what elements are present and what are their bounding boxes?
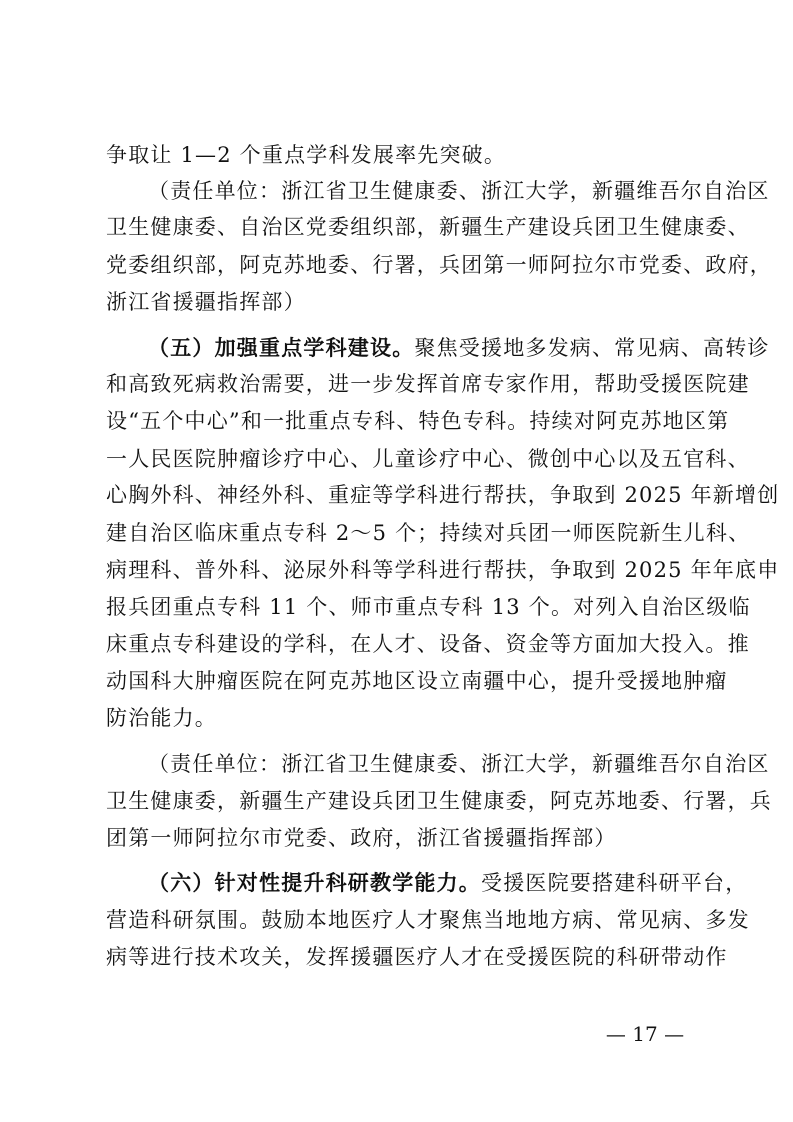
- text-line: 病理科、普外科、泌尿外科等学科进行帮扶，争取到 2025 年年底申: [106, 558, 780, 582]
- section-heading-6: （六）针对性提升科研教学能力。: [148, 871, 481, 895]
- text-line: 报兵团重点专科 11 个、师市重点专科 13 个。对列入自治区级临: [106, 595, 751, 619]
- text-span: 受援医院要搭建科研平台，: [481, 871, 748, 895]
- text-line: 床重点专科建设的学科，在人才、设备、资金等方面加大投入。推: [106, 632, 750, 656]
- text-line: 动国科大肿瘤医院在阿克苏地区设立南疆中心，提升受援地肿瘤: [106, 669, 728, 693]
- text-line: 争取让 1—2 个重点学科发展率先突破。: [106, 143, 507, 167]
- text-line: 卫生健康委、自治区党委组织部，新疆生产建设兵团卫生健康委、: [106, 215, 750, 239]
- text-line: 浙江省援疆指挥部）: [106, 290, 306, 314]
- section-heading-line: [148, 333, 770, 363]
- text-line: 防治能力。: [106, 706, 217, 730]
- text-line: 党委组织部，阿克苏地委、行署，兵团第一师阿拉尔市党委、政府，: [106, 253, 772, 277]
- page-number: — 17 —: [605, 1022, 685, 1046]
- text-line: 营造科研氛围。鼓励本地医疗人才聚焦当地地方病、常见病、多发: [106, 908, 750, 932]
- text-line: （责任单位：浙江省卫生健康委、浙江大学，新疆维吾尔自治区: [148, 179, 770, 203]
- text-line: 建自治区临床重点专科 2～5 个；持续对兵团一师医院新生儿科、: [106, 521, 751, 545]
- text-line: 卫生健康委，新疆生产建设兵团卫生健康委，阿克苏地委、行署，兵: [106, 789, 772, 813]
- text-line: 一人民医院肿瘤诊疗中心、儿童诊疗中心、微创中心以及五官科、: [106, 447, 750, 471]
- text-line: 设“五个中心”和一批重点专科、特色专科。持续对阿克苏地区第: [106, 409, 730, 433]
- text-line: （责任单位：浙江省卫生健康委、浙江大学，新疆维吾尔自治区: [148, 752, 770, 776]
- text-line: 和高致死病救治需要，进一步发挥首席专家作用，帮助受援医院建: [106, 372, 750, 396]
- text-line: 心胸外科、神经外科、重症等学科进行帮扶，争取到 2025 年新增创: [106, 483, 780, 507]
- text-line: 团第一师阿拉尔市党委、政府，浙江省援疆指挥部）: [106, 826, 617, 850]
- text-line: 病等进行技术攻关，发挥援疆医疗人才在受援医院的科研带动作: [106, 945, 728, 969]
- text-span: 聚焦受援地多发病、常见病、高转诊: [414, 336, 770, 360]
- section-heading-5: （五）加强重点学科建设。: [148, 336, 415, 360]
- section-heading-line: [148, 868, 748, 898]
